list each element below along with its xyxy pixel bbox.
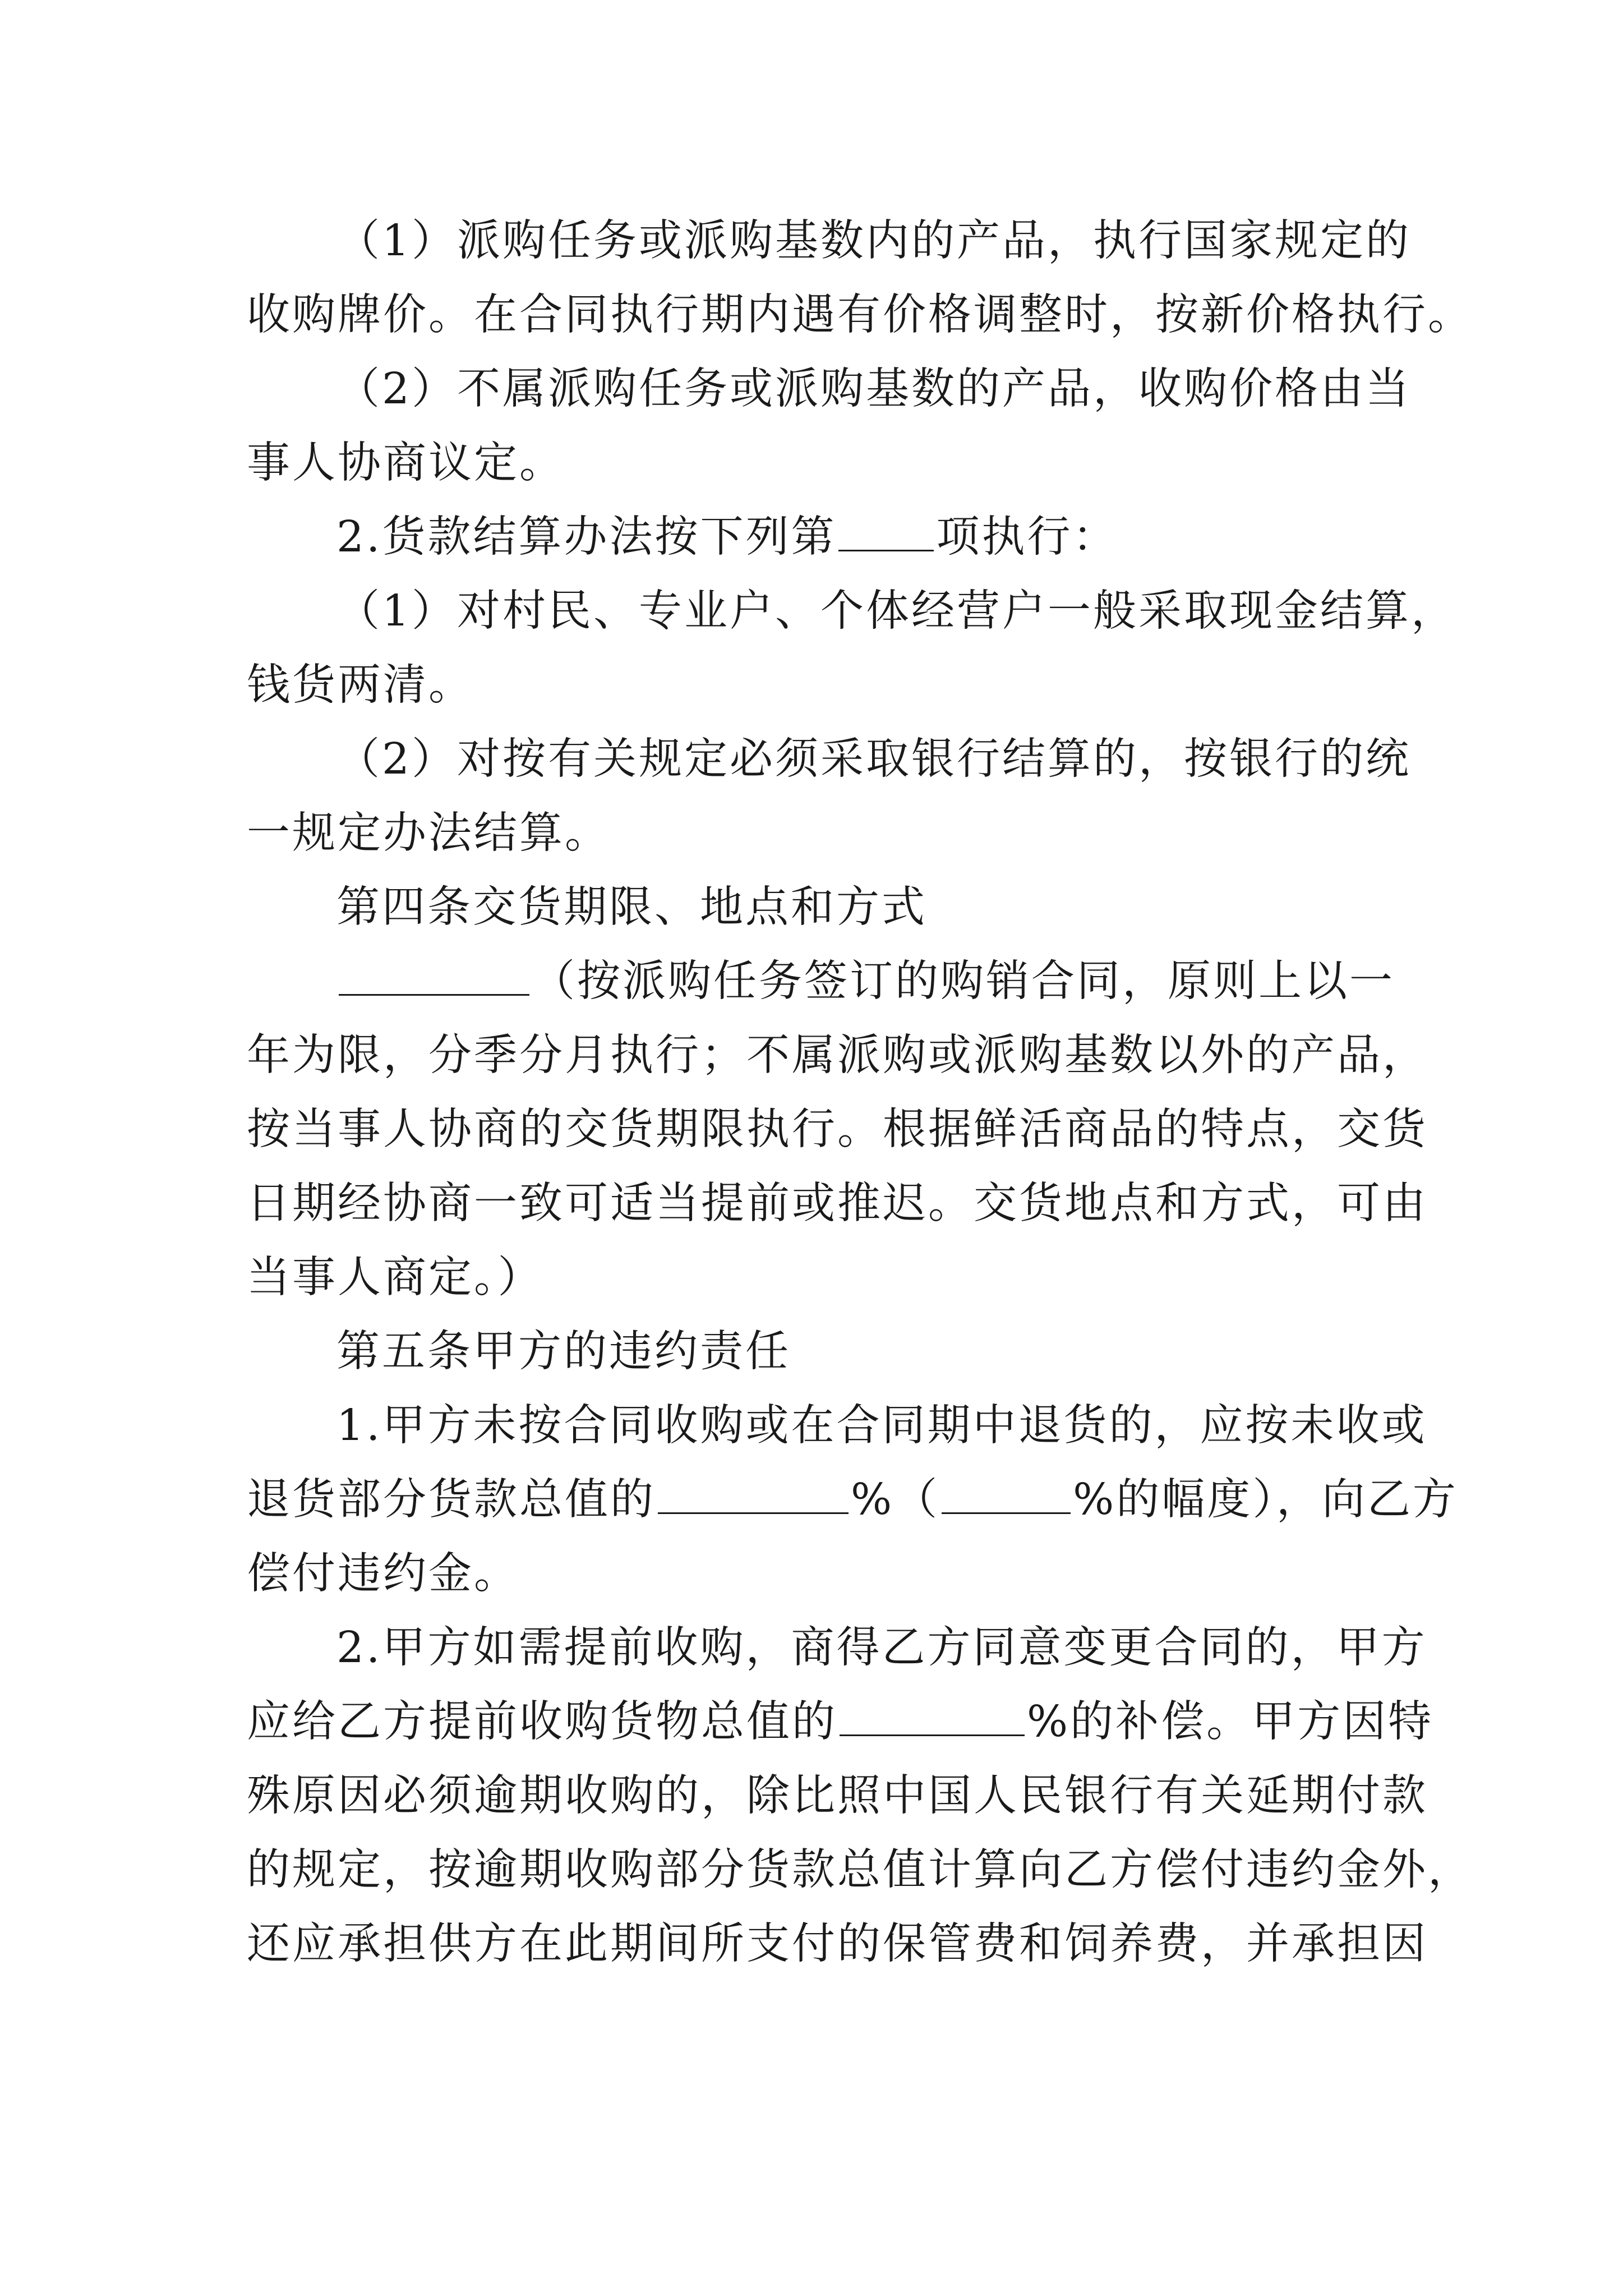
paragraph-line: 的规定，按逾期收购部分货款总值计算向乙方偿付违约金外，	[247, 1845, 1473, 1895]
paragraph-line: 殊原因必须逾期收购的，除比照中国人民银行有关延期付款	[247, 1771, 1428, 1821]
paragraph-line: （2）不属派购任务或派购基数的产品，收购价格由当	[336, 364, 1411, 414]
fill-blank[interactable]	[339, 955, 529, 996]
paragraph-line: （1）对村民、专业户、个体经营户一般采取现金结算，	[336, 586, 1456, 636]
paragraph-line: 还应承担供方在此期间所支付的保管费和饲养费，并承担因	[247, 1919, 1428, 1969]
paragraph-line: 偿付违约金。	[247, 1549, 519, 1599]
paragraph-line: 钱货两清。	[247, 660, 474, 710]
paragraph-line: 事人协商议定。	[247, 438, 565, 488]
paragraph-line: （2）对按有关规定必须采取银行结算的，按银行的统	[336, 734, 1411, 784]
section-heading: 第五条甲方的违约责任	[336, 1327, 791, 1377]
paragraph-line: （1）派购任务或派购基数内的产品，执行国家规定的	[336, 216, 1411, 266]
paragraph-line: （按派购任务签订的购销合同，原则上以一	[336, 954, 1395, 1010]
paragraph-line: 年为限，分季分月执行；不属派购或派购基数以外的产品，	[247, 1030, 1428, 1080]
fill-blank[interactable]	[838, 510, 934, 551]
paragraph-line: 收购牌价。在合同执行期内遇有价格调整时，按新价格执行。	[247, 290, 1473, 340]
paragraph-line: 当事人商定。）	[247, 1253, 543, 1303]
fill-blank[interactable]	[942, 1473, 1071, 1514]
paragraph-line: 退货部分货款总值的 %（ %的幅度），向乙方	[247, 1472, 1458, 1528]
fill-blank[interactable]	[840, 1695, 1025, 1736]
paragraph-line: 2.货款结算办法按下列第 项执行：	[336, 509, 1118, 565]
paragraph-line: 日期经协商一致可适当提前或推迟。交货地点和方式，可由	[247, 1179, 1428, 1228]
paragraph-line: 2.甲方如需提前收购，商得乙方同意变更合同的，甲方	[336, 1623, 1427, 1673]
fill-blank[interactable]	[658, 1473, 849, 1514]
paragraph-line: 1.甲方未按合同收购或在合同期中退货的，应按未收或	[336, 1401, 1427, 1451]
paragraph-line: 按当事人协商的交货期限执行。根据鲜活商品的特点，交货	[247, 1105, 1428, 1154]
paragraph-line: 应给乙方提前收购货物总值的 %的补偿。甲方因特	[247, 1694, 1433, 1750]
paragraph-line: 一规定办法结算。	[247, 808, 610, 858]
section-heading: 第四条交货期限、地点和方式	[336, 882, 927, 932]
